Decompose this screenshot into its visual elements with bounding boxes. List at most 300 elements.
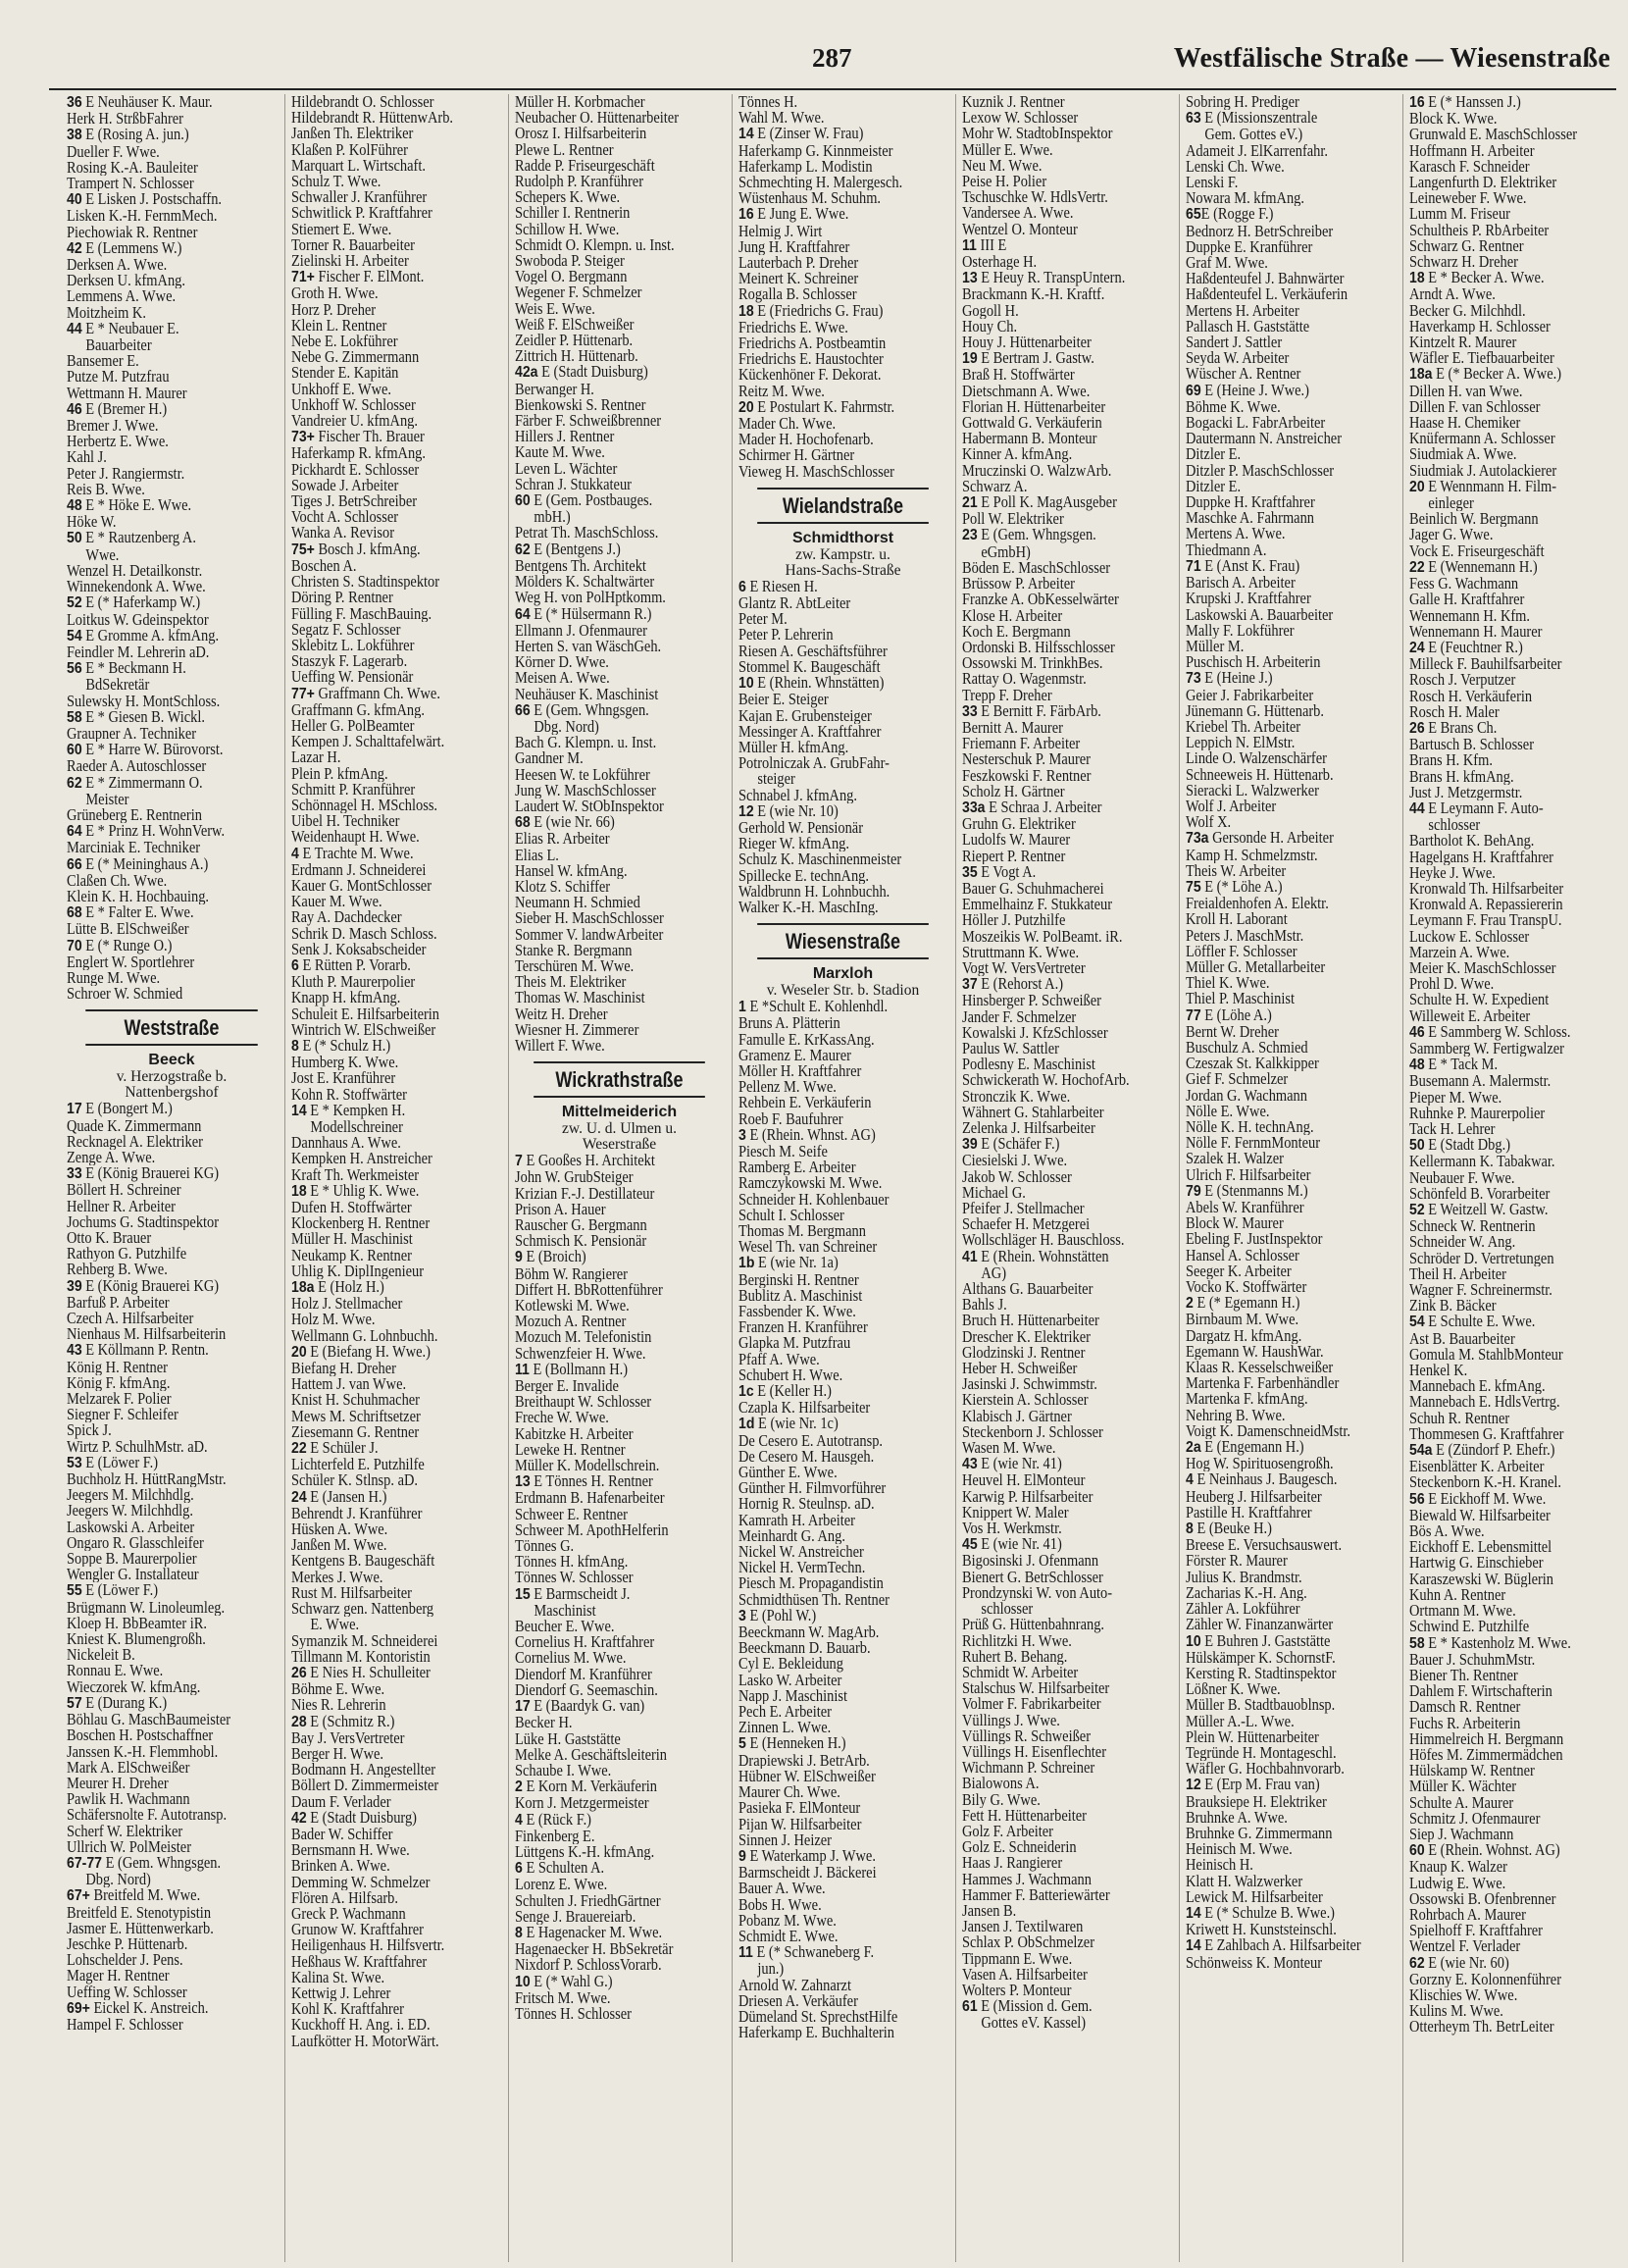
directory-entry: Mozuch M. Telefonistin <box>515 1329 652 1346</box>
directory-entry: Rauscher G. Bergmann <box>515 1217 647 1234</box>
directory-entry: Lisken K.-H. FernmMech. <box>67 208 218 225</box>
directory-entry: Gief F. Schmelzer <box>1186 1071 1289 1088</box>
directory-entry: 54 E Schulte E. Wwe. <box>1409 1314 1536 1331</box>
directory-entry: Hildebrandt R. HüttenwArb. <box>291 110 454 127</box>
district-name: Mittelmeiderich <box>561 1104 678 1121</box>
directory-entry: Lütte B. ElSchweißer <box>67 921 189 938</box>
directory-entry: Siudmiak J. Autolackierer <box>1409 462 1557 479</box>
directory-entry: Humberg K. Wwe. <box>291 1055 399 1071</box>
directory-entry: Napp J. Maschinist <box>738 1687 847 1705</box>
directory-entry: 44 E Leymann F. Auto- <box>1409 799 1544 817</box>
directory-entry: Arndt A. Wwe. <box>1409 286 1496 303</box>
directory-entry: Derksen U. kfmAng. <box>67 273 185 289</box>
directory-entry: 56 E * Beckmann H. <box>67 660 186 678</box>
directory-entry: Otto K. Brauer <box>67 1230 152 1247</box>
directory-entry: Lenski Ch. Wwe. <box>1186 158 1285 176</box>
directory-entry: Hansel W. kfmAng. <box>515 862 628 879</box>
directory-entry: Otterheym Th. BetrLeiter <box>1409 2019 1554 2036</box>
directory-entry: 53 E (Löwer F.) <box>67 1454 159 1471</box>
directory-entry: Rust M. Hilfsarbeiter <box>291 1584 412 1602</box>
directory-entry: Kintzelt R. Maurer <box>1409 335 1517 351</box>
directory-entry: Messinger A. Kraftfahrer <box>738 723 882 740</box>
directory-entry: Bernsmann H. Wwe. <box>291 1842 410 1859</box>
directory-entry: Mohr W. StadtobInspektor <box>962 126 1113 142</box>
directory-entry: König H. Rentner <box>67 1359 168 1375</box>
directory-entry: Seeger K. Arbeiter <box>1186 1263 1292 1280</box>
street-range: zw. U. d. Ulmen u. <box>562 1120 677 1138</box>
directory-entry: Klein K. H. Hochbauing. <box>67 888 210 905</box>
directory-entry: 13 E Tönnes H. Rentner <box>515 1473 653 1491</box>
directory-entry: Kersting R. Stadtinspektor <box>1186 1665 1337 1682</box>
directory-entry: Pellenz M. Wwe. <box>738 1079 837 1096</box>
directory-entry: Melke A. Geschäftsleiterin <box>515 1746 668 1763</box>
directory-entry: Thiel K. Wwe. <box>1186 975 1270 992</box>
directory-entry: Bay J. VersVertreter <box>291 1729 405 1746</box>
directory-entry: Mews M. Schriftsetzer <box>291 1408 421 1424</box>
directory-entry: Peter M. <box>738 611 788 628</box>
directory-entry: Böhm W. Rangierer <box>515 1265 628 1282</box>
directory-entry: 46 E Sammberg W. Schloss. <box>1409 1023 1571 1041</box>
directory-entry: 12 E (Erp M. Frau van) <box>1186 1777 1320 1794</box>
directory-entry: Pijan W. Hilfsarbeiter <box>738 1816 862 1832</box>
directory-entry: Franzke A. ObKesselwärter <box>962 592 1119 608</box>
directory-entry: Heller G. PolBeamter <box>291 717 415 735</box>
directory-entry: Schnabel J. kfmAng. <box>738 787 857 803</box>
directory-entry: Spick J. <box>67 1422 112 1439</box>
directory-entry: Golz E. Schneiderin <box>962 1839 1077 1856</box>
directory-entry: Wellmann G. Lohnbuchh. <box>291 1327 438 1344</box>
directory-entry: Biefang H. Dreher <box>291 1361 396 1377</box>
directory-entry: Biener Th. Rentner <box>1409 1667 1518 1684</box>
directory-entry: Nickel H. VermTechn. <box>738 1560 866 1576</box>
directory-entry: Laudert W. StObInspektor <box>515 798 664 815</box>
directory-entry: Rehberg B. Wwe. <box>67 1262 168 1278</box>
directory-entry: Bach G. Klempn. u. Inst. <box>515 735 657 751</box>
directory-entry: Kempen J. Schalttafelwärt. <box>291 734 445 750</box>
directory-entry: Braß H. Stoffwärter <box>962 367 1075 384</box>
directory-entry: Kaute M. Wwe. <box>515 444 605 461</box>
directory-entry: Laskowski A. Arbeiter <box>67 1519 195 1535</box>
directory-entry: Bienkowski S. Rentner <box>515 396 646 414</box>
directory-entry: Sandert J. Sattler <box>1186 335 1283 351</box>
directory-entry: Kentgens B. Baugeschäft <box>291 1553 435 1570</box>
street-range: zw. Kampstr. u. <box>795 545 890 563</box>
directory-entry: Vasen A. Hilfsarbeiter <box>962 1966 1088 1983</box>
directory-entry: Ossowski B. Ofenbrenner <box>1409 1890 1556 1907</box>
directory-entry: Ditzler E. <box>1186 478 1242 495</box>
directory-entry: Erdmann J. Schneiderei <box>291 861 427 878</box>
directory-entry: Kahl J. <box>67 449 107 466</box>
directory-entry: Wegener F. Schmelzer <box>515 284 642 301</box>
directory-entry: Korn J. Metzgermeister <box>515 1795 649 1812</box>
directory-entry: Brinken A. Wwe. <box>291 1858 390 1875</box>
directory-entry: 43 E Köllmann P. Rentn. <box>67 1342 209 1360</box>
directory-entry: Haferkamp G. Kinnmeister <box>738 142 893 159</box>
directory-entry: Knaup K. Walzer <box>1409 1859 1507 1876</box>
directory-entry: Kotlewski M. Wwe. <box>515 1298 630 1314</box>
directory-entry: Bartholot K. BehAng. <box>1409 833 1535 850</box>
directory-entry: Herbertz E. Wwe. <box>67 434 169 450</box>
directory-entry: 69 E (Heine J. Wwe.) <box>1186 382 1309 399</box>
directory-entry: 6 E Riesen H. <box>738 578 818 595</box>
directory-entry: Derksen A. Wwe. <box>67 257 168 274</box>
directory-entry: Adameit J. ElKarrenfahr. <box>1186 142 1328 159</box>
directory-entry: Lexow W. Schlosser <box>962 110 1079 127</box>
directory-entry: Becker H. <box>515 1715 573 1731</box>
directory-entry: 61 E (Mission d. Gem. <box>962 1998 1093 2016</box>
directory-entry: 65E (Rogge F.) <box>1186 206 1274 224</box>
directory-entry: Fett H. Hüttenarbeiter <box>962 1807 1087 1824</box>
directory-entry: Neuhäuser K. Maschinist <box>515 686 659 702</box>
directory-entry: Willeweit E. Arbeiter <box>1409 1007 1531 1024</box>
directory-entry: Gottes eV. Kassel) <box>981 2015 1087 2032</box>
directory-entry: 16 E Jung E. Wwe. <box>738 206 849 224</box>
directory-entry: Herten S. van WäschGeh. <box>515 638 662 655</box>
directory-entry: Steckenborn K.-H. Kranel. <box>1409 1474 1562 1491</box>
directory-entry: Bigosinski J. Ofenmann <box>962 1553 1099 1570</box>
directory-entry: Senge J. Brauereiarb. <box>515 1908 636 1925</box>
directory-entry: 4 E Trachte M. Wwe. <box>291 845 414 862</box>
directory-entry: Dbg. Nord) <box>85 1872 151 1888</box>
directory-entry: Sobring H. Prediger <box>1186 94 1299 111</box>
directory-entry: Reis B. Wwe. <box>67 481 145 498</box>
directory-entry: Hellner R. Arbeiter <box>67 1198 176 1214</box>
directory-entry: Wäfler E. Tiefbauarbeiter <box>1409 350 1554 367</box>
directory-entry: 52 E (* Haferkamp W.) <box>67 594 201 612</box>
directory-entry: Meurer H. Dreher <box>67 1775 169 1792</box>
directory-entry: Ullrich W. PolMeister <box>67 1838 192 1855</box>
directory-entry: 62 E * Zimmermann O. <box>67 774 203 792</box>
directory-entry: Pech E. Arbeiter <box>738 1704 832 1721</box>
directory-entry: Wettmann H. Maurer <box>67 385 187 401</box>
directory-entry: 71 E (Anst K. Frau) <box>1186 557 1300 575</box>
directory-entry: Uhlig K. DiplIngenieur <box>291 1263 424 1280</box>
directory-entry: Piesch M. Seife <box>738 1143 828 1160</box>
directory-entry: Haase H. Chemiker <box>1409 415 1521 432</box>
directory-entry: Böden E. MaschSchlosser <box>962 559 1111 577</box>
directory-entry: Kulins M. Wwe. <box>1409 2003 1503 2020</box>
directory-entry: Hüsken A. Wwe. <box>291 1521 388 1538</box>
directory-entry: Mally F. Lokführer <box>1186 622 1295 639</box>
directory-entry: Block W. Maurer <box>1186 1215 1284 1232</box>
directory-entry: Schneeweis H. Hüttenarb. <box>1186 766 1334 783</box>
directory-entry: schlosser <box>1428 817 1481 834</box>
directory-entry: Lumm M. Friseur <box>1409 206 1510 223</box>
directory-entry: 50 E * Rautzenberg A. <box>67 530 196 547</box>
directory-entry: Elias R. Arbeiter <box>515 831 610 848</box>
directory-entry: Meier K. MaschSchlosser <box>1409 959 1556 977</box>
directory-entry: Maschke A. Fahrmann <box>1186 510 1314 527</box>
directory-entry: Mader H. Hochofenarb. <box>738 432 874 448</box>
directory-entry: Ulrich F. Hilfsarbeiter <box>1186 1166 1311 1183</box>
directory-entry: Stalschus W. Hilfsarbeiter <box>962 1680 1110 1697</box>
directory-entry: Eickhoff E. Lebensmittel <box>1409 1539 1552 1556</box>
directory-entry: Färber F. Schweißbrenner <box>515 413 662 430</box>
directory-entry: Krupski J. Kraftfahrer <box>1186 591 1311 607</box>
directory-entry: Knist H. Schuhmacher <box>291 1392 420 1409</box>
directory-entry: Moszeikis W. PolBeamt. iR. <box>962 928 1123 945</box>
directory-entry: Berger E. Invalide <box>515 1378 619 1395</box>
directory-entry: Nehring B. Wwe. <box>1186 1407 1286 1423</box>
directory-entry: Tillmann M. Kontoristin <box>291 1648 431 1665</box>
directory-entry: Feindler M. Lehrerin aD. <box>67 644 210 661</box>
directory-entry: Müller K. Wächter <box>1409 1778 1517 1795</box>
directory-entry: De Cesero E. Autotransp. <box>738 1432 884 1449</box>
directory-entry: Ludolfs W. Maurer <box>962 832 1071 849</box>
directory-entry: 60 E * Harre W. Bürovorst. <box>67 742 224 759</box>
directory-entry: Piesch M. Propagandistin <box>738 1575 884 1592</box>
directory-entry: Horz P. Dreher <box>291 301 377 318</box>
directory-entry: Kauer M. Wwe. <box>291 894 382 910</box>
directory-entry: Weg H. von PolHptkomm. <box>515 590 666 606</box>
directory-entry: Wentzel O. Monteur <box>962 221 1078 237</box>
directory-entry: Helmig J. Wirt <box>738 223 823 239</box>
directory-entry: Sommer V. landwArbeiter <box>515 926 664 943</box>
directory-entry: 73a Gersonde H. Arbeiter <box>1186 830 1334 848</box>
directory-entry: 12 E (wie Nr. 10) <box>738 802 839 820</box>
directory-entry: Rosing K.-A. Bauleiter <box>67 159 198 177</box>
directory-entry: Staszyk F. Lagerarb. <box>291 653 408 670</box>
directory-entry: Neukamp K. Rentner <box>291 1247 412 1263</box>
directory-entry: Wieczorek W. kfmAng. <box>67 1678 201 1695</box>
directory-entry: Thiedmann A. <box>1186 541 1267 558</box>
directory-entry: Szalek H. Walzer <box>1186 1151 1284 1167</box>
directory-entry: Pasieka F. ElMonteur <box>738 1800 861 1817</box>
directory-entry: 33 E (König Brauerei KG) <box>67 1165 220 1183</box>
street-heading: Weststraße <box>85 1009 257 1046</box>
directory-entry: Siudmiak A. Wwe. <box>1409 446 1517 463</box>
directory-entry: Klotz S. Schiffer <box>515 878 611 896</box>
directory-entry: Thiel P. Maschinist <box>1186 991 1295 1007</box>
directory-entry: Diendorf G. Seemaschin. <box>515 1681 658 1699</box>
directory-entry: Zelenka J. Hilfsarbeiter <box>962 1120 1095 1137</box>
directory-entry: Meinhardt G. Ang. <box>738 1527 845 1545</box>
directory-entry: Piechowiak R. Rentner <box>67 224 198 240</box>
column-5 <box>955 94 1171 2262</box>
directory-entry: Nickeleit B. <box>67 1647 135 1664</box>
directory-entry: Stender E. Kapitän <box>291 365 399 382</box>
directory-entry: Hübner W. ElSchweißer <box>738 1768 876 1785</box>
directory-entry: Vogt W. VersVertreter <box>962 959 1086 977</box>
directory-entry: Zink B. Bäcker <box>1409 1298 1497 1314</box>
directory-entry: Förster R. Maurer <box>1186 1553 1288 1570</box>
directory-entry: Schult I. Schlosser <box>738 1207 844 1223</box>
directory-entry: Potrolniczak A. GrubFahr- <box>738 755 890 772</box>
directory-entry: Vos H. Werkmstr. <box>962 1521 1062 1537</box>
directory-entry: Mruczinski O. WalzwArb. <box>962 462 1112 479</box>
directory-entry: Riesen A. Geschäftsführer <box>738 643 888 659</box>
directory-entry: Tippmann E. Wwe. <box>962 1950 1073 1967</box>
directory-entry: Schulten J. FriedhGärtner <box>515 1892 661 1909</box>
directory-entry: 14 E Zahlbach A. Hilfsarbeiter <box>1186 1937 1361 1955</box>
directory-entry: 73 E (Heine J.) <box>1186 670 1273 688</box>
directory-entry: Zittrich H. Hüttenarb. <box>515 348 638 365</box>
directory-columns <box>61 94 1618 2262</box>
page-header <box>0 0 1628 90</box>
directory-entry: Kempken H. Anstreicher <box>291 1151 432 1167</box>
directory-entry: Hartwig G. Einschieber <box>1409 1555 1544 1572</box>
directory-entry: 20 E (Biefang H. Wwe.) <box>291 1343 431 1361</box>
directory-entry: Schuh R. Rentner <box>1409 1410 1510 1426</box>
directory-entry: Jochums G. Stadtinspektor <box>67 1213 220 1230</box>
directory-entry: Rathyon G. Putzhilfe <box>67 1246 187 1263</box>
directory-entry: Mertens H. Arbeiter <box>1186 302 1299 319</box>
directory-entry: Nickel W. Anstreicher <box>738 1544 864 1561</box>
directory-entry: 20 E Wennmann H. Film- <box>1409 478 1557 495</box>
directory-entry: Kronwald Th. Hilfsarbeiter <box>1409 880 1564 898</box>
directory-entry: Kronwald A. Repassiererin <box>1409 897 1563 913</box>
street-range: v. Weseler Str. b. Stadion <box>766 982 920 1000</box>
directory-entry: Florian H. Hüttenarbeiter <box>962 398 1106 416</box>
directory-entry: Rogalla B. Schlosser <box>738 286 857 303</box>
directory-entry: Ludwig E. Wwe. <box>1409 1875 1506 1891</box>
directory-entry: Kajan E. Grubensteiger <box>738 707 872 724</box>
directory-entry: Schwickerath W. HochofArb. <box>962 1072 1130 1089</box>
directory-entry: Runge M. Wwe. <box>67 969 161 987</box>
directory-entry: Claßen Ch. Wwe. <box>67 872 168 889</box>
directory-entry: Wwe. <box>85 546 120 563</box>
directory-entry: Wennemann H. Kfm. <box>1409 607 1531 624</box>
directory-entry: Luckow E. Schlosser <box>1409 928 1530 945</box>
street-heading: Wielandstraße <box>757 488 929 524</box>
directory-entry: 33 E Bernitt F. FärbArb. <box>962 702 1101 720</box>
directory-entry: Zacharias K.-H. Ang. <box>1186 1584 1307 1602</box>
directory-entry: 50 E (Stadt Dbg.) <box>1409 1137 1511 1155</box>
directory-entry: Neubacher O. Hüttenarbeiter <box>515 110 679 127</box>
street-heading: Wickrathstraße <box>534 1061 705 1098</box>
directory-entry: 57 E (Durang K.) <box>67 1694 168 1712</box>
directory-entry: Jander F. Schmelzer <box>962 1008 1077 1025</box>
directory-entry: Heuvel H. ElMonteur <box>962 1472 1086 1489</box>
directory-entry: Sulewsky H. MontSchloss. <box>67 693 221 709</box>
street-range: Hans-Sachs-Straße <box>785 561 901 579</box>
directory-entry: 46 E (Bremer H.) <box>67 400 168 418</box>
directory-entry: 62 E (Bentgens J.) <box>515 541 621 558</box>
directory-entry: 10 E (* Wahl G.) <box>515 1973 613 1990</box>
directory-entry: Weiß F. ElSchweißer <box>515 316 635 334</box>
directory-entry: Swoboda P. Steiger <box>515 253 625 270</box>
directory-entry: 33a E Schraa J. Arbeiter <box>962 799 1102 816</box>
directory-entry: Tönnes H. Schlosser <box>515 2005 632 2023</box>
directory-entry: Ordonski B. Hilfsschlosser <box>962 639 1115 656</box>
directory-entry: Drescher K. Elektriker <box>962 1328 1091 1345</box>
directory-entry: Mannebach E. HdlsVertrg. <box>1409 1394 1560 1411</box>
directory-entry: Wolf X. <box>1186 814 1232 831</box>
directory-entry: Müller E. Wwe. <box>962 141 1053 158</box>
directory-entry: Barisch A. Arbeiter <box>1186 575 1296 592</box>
directory-entry: Leineweber F. Wwe. <box>1409 190 1527 207</box>
directory-entry: Schmidthüsen Th. Rentner <box>738 1591 890 1608</box>
directory-entry: Tönnes H. kfmAng. <box>515 1554 629 1571</box>
directory-entry: Demming W. Schmelzer <box>291 1874 431 1890</box>
directory-entry: Gerhold W. Pensionär <box>738 819 864 837</box>
directory-entry: Englert W. Sportlehrer <box>67 954 195 970</box>
directory-entry: Vieweg H. MaschSchlosser <box>738 463 894 480</box>
directory-entry: Böhlau G. MaschBaumeister <box>67 1712 231 1728</box>
directory-entry: Wüstenhaus M. Schuhm. <box>738 190 882 207</box>
directory-entry: Marquart L. Wirtschaft. <box>291 157 426 175</box>
directory-entry: Voigt K. DamenschneidMstr. <box>1186 1422 1351 1440</box>
directory-entry: Recknagel A. Elektriker <box>67 1133 203 1150</box>
directory-entry: Kettwig J. Lehrer <box>291 1984 391 2002</box>
directory-entry: Theis W. Arbeiter <box>1186 862 1287 879</box>
directory-entry: Janßen Th. Elektriker <box>291 126 414 142</box>
column-4 <box>732 94 947 2262</box>
directory-entry: Brans H. kfmAng. <box>1409 768 1514 785</box>
directory-entry: Dietschmann A. Wwe. <box>962 383 1091 399</box>
directory-entry: Kriwett H. Kunststeinschl. <box>1186 1922 1337 1938</box>
directory-entry: Haferkamp R. kfmAng. <box>291 445 426 462</box>
directory-entry: 8 E (Beuke H.) <box>1186 1521 1272 1538</box>
directory-entry: Bartusch B. Schlosser <box>1409 737 1535 753</box>
directory-entry: 14 E * Kempken H. <box>291 1102 406 1119</box>
directory-entry: Thomas M. Bergmann <box>738 1222 866 1240</box>
directory-entry: 1b E (wie Nr. 1a) <box>738 1255 839 1272</box>
directory-entry: Schneck W. Rentnerin <box>1409 1218 1536 1235</box>
directory-entry: 13 E Heuy R. TranspUntern. <box>962 270 1126 287</box>
directory-entry: 24 E (Jansen H.) <box>291 1488 387 1506</box>
directory-entry: Wäfler G. Hochbahnvorarb. <box>1186 1761 1345 1778</box>
directory-entry: 54 E Gromme A. kfmAng. <box>67 627 220 644</box>
directory-entry: Terschüren M. Wwe. <box>515 957 635 975</box>
directory-entry: Bernt W. Dreher <box>1186 1023 1279 1040</box>
directory-entry: Schmitt P. Kranführer <box>291 781 416 798</box>
directory-entry: Schirmer H. Gärtner <box>738 447 855 464</box>
directory-entry: Kroll H. Laborant <box>1186 911 1288 928</box>
directory-entry: Steckenborn J. Schlosser <box>962 1423 1103 1441</box>
directory-entry: Rieger W. kfmAng. <box>738 836 849 852</box>
directory-entry: Pickhardt E. Schlosser <box>291 461 420 478</box>
directory-entry: Hattem J. van Wwe. <box>291 1376 407 1393</box>
directory-entry: Gem. Gottes eV.) <box>1204 127 1303 143</box>
directory-entry: Heuberg J. Hilfsarbeiter <box>1186 1488 1322 1505</box>
directory-entry: Friemann F. Arbeiter <box>962 736 1081 752</box>
street-range: v. Herzogstraße b. <box>116 1068 228 1086</box>
directory-entry: Mertens A. Wwe. <box>1186 526 1286 542</box>
directory-entry: Müller M. <box>1186 638 1245 655</box>
directory-entry: Beeckmann D. Bauarb. <box>738 1640 871 1657</box>
directory-entry: Boschen A. <box>291 557 357 575</box>
directory-entry: Dargatz H. kfmAng. <box>1186 1327 1302 1344</box>
directory-entry: Nesterschuk P. Maurer <box>962 751 1091 768</box>
directory-entry: 75 E (* Löhe A.) <box>1186 878 1283 896</box>
directory-entry: Plein P. kfmAng. <box>291 765 388 782</box>
directory-entry: Sklebitz L. Lokführer <box>291 637 415 654</box>
directory-entry: Beeckmann W. MagArb. <box>738 1624 880 1641</box>
directory-entry: 8 E Hagenacker M. Wwe. <box>515 1924 663 1941</box>
directory-entry: 52 E Weitzell W. Gastw. <box>1409 1202 1549 1219</box>
directory-entry: Brans H. Kfm. <box>1409 752 1493 769</box>
directory-entry: Gottwald G. Verkäuferin <box>962 415 1102 432</box>
directory-entry: Ortmann M. Wwe. <box>1409 1603 1516 1620</box>
directory-entry: Kamp H. Schmelzmstr. <box>1186 847 1318 863</box>
directory-entry: Houy J. Hüttenarbeiter <box>962 335 1092 351</box>
directory-entry: Schroer W. Schmied <box>67 986 183 1003</box>
directory-entry: Freialdenhofen A. Elektr. <box>1186 896 1329 912</box>
directory-entry: Schulte H. W. Expedient <box>1409 992 1550 1008</box>
directory-entry: Knippert W. Maler <box>962 1504 1069 1521</box>
directory-entry: 1d E (wie Nr. 1c) <box>738 1416 839 1433</box>
directory-entry: Golz F. Arbeiter <box>962 1823 1053 1840</box>
directory-entry: Pastille H. Kraftfahrer <box>1186 1504 1312 1521</box>
directory-entry: Spillecke E. technAng. <box>738 867 869 884</box>
directory-entry: Sammberg W. Fertigwalzer <box>1409 1040 1564 1057</box>
directory-entry: 64 E * Prinz H. WohnVerw. <box>67 823 226 841</box>
directory-entry: Klatt H. Walzwerker <box>1186 1873 1303 1889</box>
directory-entry: Schmisch K. Pensionär <box>515 1233 647 1250</box>
directory-entry: Sieracki L. Walzwerker <box>1186 782 1319 799</box>
directory-entry: Weitz H. Dreher <box>515 1005 608 1022</box>
